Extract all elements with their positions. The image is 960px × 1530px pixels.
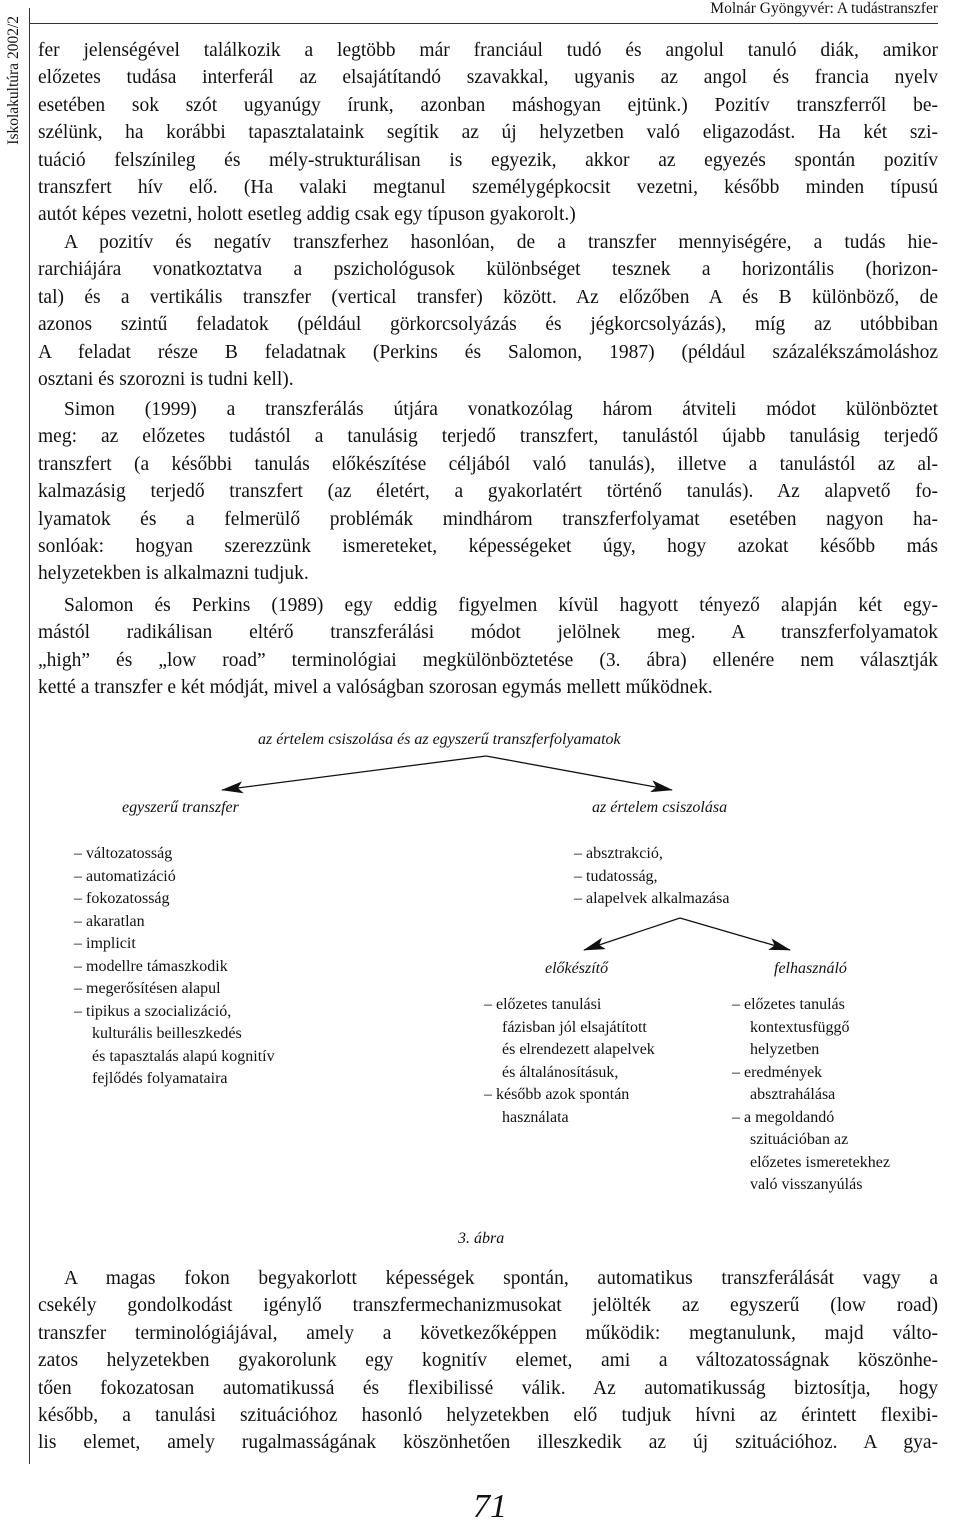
arrow-to-simple-transfer <box>222 756 486 790</box>
text-line: tően fokozatosan automatikussá és flexibilissé válik. Az automatikusság biztosítja, hogy <box>38 1377 938 1399</box>
paragraph-5 <box>38 1265 938 1457</box>
text-line: Simon (1999) a transzferálás útjára vonatkozólag három átviteli módot különböztet <box>64 399 938 420</box>
list-item-continuation: és tapasztalás alapú kognitív <box>92 1047 275 1065</box>
list-item-continuation: előzetes ismeretekhez <box>750 1153 890 1171</box>
list-item-continuation: kulturális beilleszkedés <box>92 1025 242 1042</box>
text-line: tuáció felszínileg és mély-strukturálisan is egyezik, akkor az egyezés spontán pozitív <box>38 149 938 171</box>
list-item: – absztrakció, <box>574 845 663 862</box>
text-line: transzfer terminológiájával, amely a következőképpen működik: megtanulunk, majd válto- <box>38 1322 938 1344</box>
text-line: A feladat része B feladatnak (Perkins és Salomon, 1987) (például százalékszámoláshoz <box>38 341 938 363</box>
running-head: Molnár Gyöngyvér: A tudástranszfer <box>710 0 938 17</box>
simple-transfer-list <box>74 843 275 1091</box>
figure-top-label: az értelem csiszolása és az egyszerű transzferfolyamatok <box>258 731 621 748</box>
list-item-continuation: és elrendezett alapelvek <box>502 1041 655 1058</box>
simple-transfer-heading: egyszerű transzfer <box>122 799 239 816</box>
list-item: – alapelvek alkalmazása <box>574 890 730 907</box>
list-item: – tipikus a szocializáció, <box>74 1002 232 1020</box>
text-line: kalmazásig terjedő transzfert (az életért, a gyakorlatért történő tanulás). Az alapvető fo- <box>38 481 938 503</box>
text-line: helyzetekben is alkalmazni tudjuk. <box>38 563 309 585</box>
text-line: később, a tanulási szituációhoz hasonló helyzetekben elő tudjuk hívni az érintett flexibi- <box>38 1405 938 1427</box>
text-line: lis elemet, amely rugalmasságának köszönhetően illeszkedik az új szituációhoz. A gya- <box>38 1432 938 1454</box>
text-line: meg: az előzetes tudástól a tanulásig terjedő transzfert, tanulástól újabb tanulásig terjedő <box>38 426 938 448</box>
text-line: osztani és szorozni is tudni kell). <box>38 369 294 391</box>
paragraph-3 <box>38 396 938 588</box>
preparatory-heading: előkészítő <box>545 960 609 977</box>
list-item: – eredmények <box>732 1063 823 1081</box>
text-line: autót képes vezetni, holott esetleg addig csak egy típuson gyakorolt.) <box>38 204 576 226</box>
text-line: esetében sok szót ugyanúgy írunk, azonban máshogyan ejtünk.) Pozitív transzferről be- <box>38 94 938 116</box>
text-line: előzetes tudása interferál az elsajátítandó szavakkal, ugyanis az angol és francia nyelv <box>38 67 938 89</box>
list-item-continuation: absztrahálása <box>750 1086 836 1103</box>
refinement-heading: az értelem csiszolása <box>592 799 728 816</box>
text-line: mástól radikálisan eltérő transzferálási módot jelölnek meg. A transzferfolyamatok <box>38 622 938 644</box>
list-item: – előzetes tanulás <box>732 996 845 1013</box>
margin-rule <box>29 8 30 1464</box>
list-item: – automatizáció <box>74 867 176 885</box>
list-item: – megerősítésen alapul <box>74 980 221 997</box>
text-line: azonos szintű feladatok (például görkorcsolyázás és jégkorcsolyázás), míg az utóbbiban <box>38 314 938 336</box>
list-item-continuation: kontextusfüggő <box>750 1018 850 1036</box>
arrow-to-refinement <box>486 756 672 790</box>
list-item: – változatosság <box>74 845 173 862</box>
paragraph-1 <box>38 37 938 229</box>
list-item: – előzetes tanulási <box>484 996 602 1013</box>
list-item-continuation: használata <box>502 1108 569 1126</box>
refinement-list <box>574 843 729 911</box>
list-item-continuation: fázisban jól elsajátított <box>502 1018 647 1036</box>
list-item-continuation: való visszanyúlás <box>750 1176 863 1193</box>
text-line: zatos helyzetekben gyakorolunk egy kognitív elemet, ami a változatosságnak köszönhe- <box>38 1350 938 1372</box>
preparatory-list <box>484 994 655 1129</box>
list-item: – modellre támaszkodik <box>74 957 228 975</box>
text-line: „high” és „low road” terminológiai megkülönböztetése (3. ábra) ellenére nem választják <box>38 649 938 671</box>
text-line: rarchiájára vonatkoztatva a pszichológusok különbséget tesznek a horizontális (horizon- <box>38 259 938 281</box>
journal-issue-label: Iskolakultúra 2002/2 <box>5 16 22 145</box>
user-heading: felhasználó <box>774 960 847 977</box>
text-line: transzfert hív elő. (Ha valaki megtanul személygépkocsit vezetni, később minden típusú <box>38 177 938 199</box>
page-number: 71 <box>473 1488 507 1525</box>
paragraph-2 <box>38 229 938 393</box>
text-line: transzfert (a későbbi tanulás előkészítése céljából való tanulás), illetve a tanulástól az al- <box>38 453 938 475</box>
header-rule <box>29 23 938 24</box>
arrow-to-user <box>680 918 790 950</box>
list-item-continuation: szituációban az <box>750 1131 849 1148</box>
list-item: – implicit <box>74 935 136 952</box>
text-line: ketté a transzfer e két módját, mivel a valóságban szorosan egymás mellett működnek. <box>38 677 713 699</box>
list-item-continuation: fejlődés folyamataira <box>92 1070 228 1087</box>
text-line: A pozitív és negatív transzferhez hasonlóan, de a transzfer mennyiségére, a tudás hie- <box>64 232 938 253</box>
list-item: – a megoldandó <box>732 1108 835 1126</box>
list-item: – akaratlan <box>74 912 145 930</box>
text-line: sonlóak: hogyan szerezzünk ismereteket, képességeket úgy, hogy azokat később más <box>38 536 938 558</box>
list-item-continuation: helyzetben <box>750 1041 820 1058</box>
text-line: lyamatok és a felmerülő problémák mindhárom transzferfolyamat esetében nagyon ha- <box>38 508 938 530</box>
text-line: tal) és a vertikális transzfer (vertical transfer) között. Az előzőben A és B különböző, de <box>38 286 938 308</box>
figure-caption: 3. ábra <box>458 1230 505 1247</box>
text-line: csekély gondolkodást igénylő transzfermechanizmusokat jelölték az egyszerű (low road) <box>38 1295 938 1317</box>
paragraph-4 <box>38 592 938 702</box>
list-item: – tudatosság, <box>574 867 658 885</box>
text-line: szélünk, ha korábbi tapasztalataink segítik az új helyzetben való eligazodást. Ha két szi- <box>38 122 938 144</box>
list-item: – később azok spontán <box>484 1086 630 1103</box>
text-line: fer jelenségével találkozik a legtöbb már franciául tudó és angolul tanuló diák, amikor <box>38 40 938 61</box>
list-item-continuation: és általánosításuk, <box>502 1063 619 1081</box>
text-line: Salomon és Perkins (1989) egy eddig figyelmen kívül hagyott tényező alapján két egy- <box>64 595 938 616</box>
text-line: A magas fokon begyakorlott képességek spontán, automatikus transzferálását vagy a <box>64 1268 938 1289</box>
user-list <box>732 994 890 1197</box>
list-item: – fokozatosság <box>74 890 170 907</box>
arrow-to-preparatory <box>584 918 680 950</box>
